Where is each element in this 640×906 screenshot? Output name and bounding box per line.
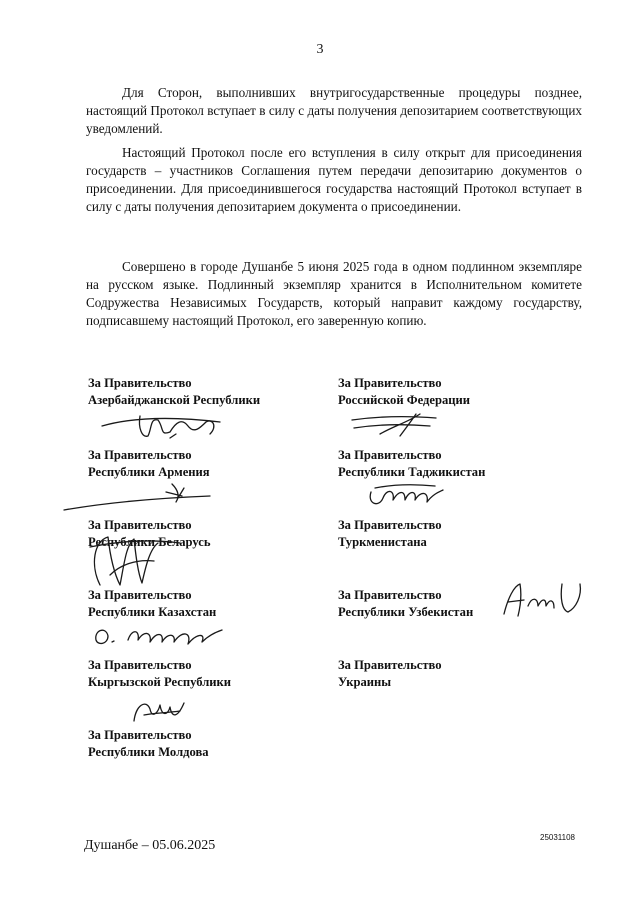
signature-belarus bbox=[80, 525, 190, 595]
signatory-line1: За Правительство bbox=[88, 518, 192, 532]
page-number: 3 bbox=[316, 42, 324, 57]
paragraph-entry-into-force bbox=[86, 84, 582, 138]
paragraph-text: Настоящий Протокол после его вступления в силу открыт для присоединения государств – участников Соглашения путем передачи депозитарию документов о присоединении. Для присоединившегося государства настоящий Протокол вступает в силу с даты получения депозитарием документа о присоединении. bbox=[86, 145, 582, 214]
paragraph-text: Совершено в городе Душанбе 5 июня 2025 года в одном подлинном экземпляре на русском языке. Подлинный экземпляр хранится в Исполнительном комитете Содружества Независимых Государств, который направит каждому государству, подписавшему настоящий Протокол, его заверенную копию. bbox=[86, 259, 582, 328]
signatory-line2: Республики Молдова bbox=[88, 745, 209, 759]
signatory-line1: За Правительство bbox=[338, 448, 442, 462]
signatory-line2: Туркменистана bbox=[338, 535, 427, 549]
signatory-uzbekistan bbox=[338, 587, 473, 621]
signature-armenia bbox=[60, 478, 220, 518]
signatory-line1: За Правительство bbox=[88, 448, 192, 462]
signatory-ukraine bbox=[338, 657, 442, 691]
signatory-line2: Украины bbox=[338, 675, 392, 689]
signatory-line2: Республики Беларусь bbox=[88, 535, 211, 549]
signatory-line1: За Правительство bbox=[88, 588, 192, 602]
signatory-line2: Азербайджанской Республики bbox=[88, 393, 261, 407]
paragraph-accession bbox=[86, 144, 582, 216]
signatory-armenia bbox=[88, 447, 210, 481]
signature-tajikistan bbox=[365, 480, 445, 512]
signatory-line2: Республики Узбекистан bbox=[338, 605, 474, 619]
signature-russia bbox=[350, 410, 440, 440]
signatory-line1: За Правительство bbox=[88, 376, 192, 390]
signatory-line1: За Правительство bbox=[88, 728, 192, 742]
signatory-azerbaijan bbox=[88, 375, 260, 409]
signatory-line1: За Правительство bbox=[338, 588, 442, 602]
signatory-line1: За Правительство bbox=[338, 376, 442, 390]
footer-doc-code: 25031108 bbox=[540, 833, 575, 842]
footer-place-date: Душанбе – 05.06.2025 bbox=[84, 838, 216, 853]
signature-azerbaijan bbox=[100, 408, 240, 448]
signatory-russia bbox=[338, 375, 470, 409]
signatory-line1: За Правительство bbox=[338, 518, 442, 532]
paragraph-text: Для Сторон, выполнивших внутригосударственные процедуры позднее, настоящий Протокол вступает в силу с даты получения депозитарием соответствующих уведомлений. bbox=[86, 85, 582, 136]
signatory-kyrgyzstan bbox=[88, 657, 231, 691]
signatory-line2: Кыргызской Республики bbox=[88, 675, 232, 689]
signatory-line2: Республики Казахстан bbox=[88, 605, 217, 619]
signatory-line1: За Правительство bbox=[338, 658, 442, 672]
signature-uzbekistan bbox=[498, 578, 588, 620]
signatory-turkmenistan bbox=[338, 517, 442, 551]
signatory-tajikistan bbox=[338, 447, 485, 481]
signatory-line2: Российской Федерации bbox=[338, 393, 471, 407]
signatory-moldova bbox=[88, 727, 209, 761]
paragraph-done-at bbox=[86, 258, 582, 330]
signatory-line1: За Правительство bbox=[88, 658, 192, 672]
signature-kyrgyzstan bbox=[130, 695, 190, 729]
signatory-line2: Республики Армения bbox=[88, 465, 210, 479]
signatory-line2: Республики Таджикистан bbox=[338, 465, 486, 479]
signature-kazakhstan bbox=[92, 622, 232, 652]
